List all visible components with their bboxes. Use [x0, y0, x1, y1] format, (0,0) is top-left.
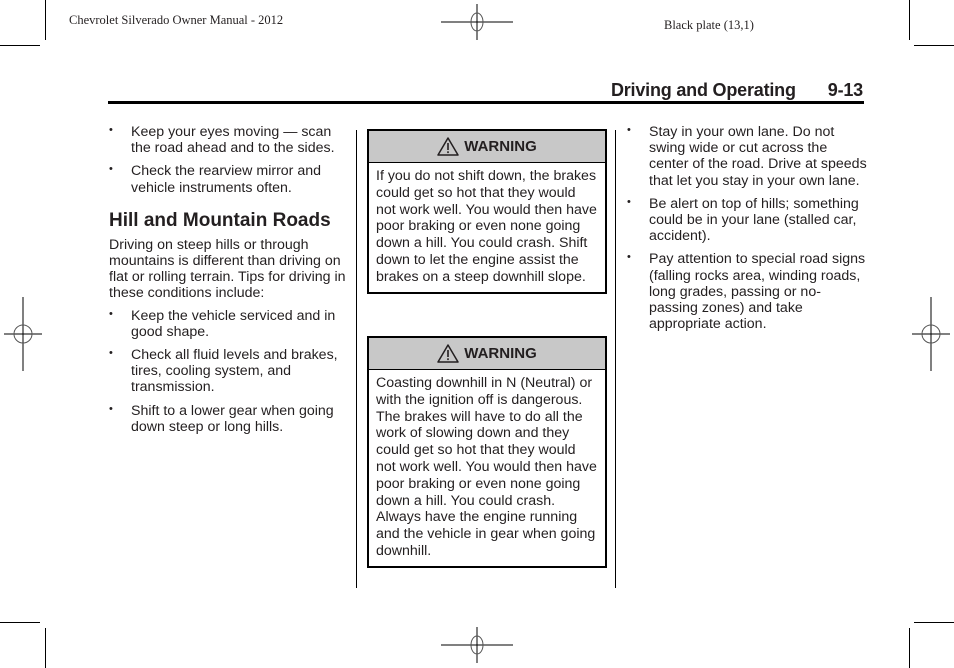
warning-header — [369, 131, 605, 163]
crop-mark — [45, 628, 46, 668]
registration-mark-left-icon — [4, 297, 42, 376]
list-item: • Shift to a lower gear when going down steep or long hills. — [109, 403, 349, 435]
column-divider — [615, 130, 616, 588]
header-rule — [108, 101, 864, 104]
warning-title: WARNING — [464, 138, 537, 155]
intro-bullet-list — [109, 124, 349, 196]
column-divider — [356, 130, 357, 588]
plate-header-title: Chevrolet Silverado Owner Manual - 2012 — [69, 13, 284, 27]
warning-box — [367, 336, 607, 568]
list-item: • Be alert on top of hills; something could be in your lane (stalled car, accident). — [627, 196, 867, 245]
section-paragraph: Driving on steep hills or through mountains is different than driving on flat or rolling terrain. Tips for driving in these conditions include: — [109, 236, 346, 302]
crop-mark — [0, 622, 40, 623]
warning-header — [369, 338, 605, 370]
list-item: • Stay in your own lane. Do not swing wide or cut across the center of the road. Drive at speeds that let you stay in your own lane. — [627, 124, 867, 189]
list-item: • Keep your eyes moving — scan the road ahead and to the sides. — [109, 124, 349, 156]
column-left — [109, 124, 349, 442]
crop-mark — [914, 622, 954, 623]
crop-mark — [914, 45, 954, 46]
warning-triangle-icon — [437, 137, 459, 156]
crop-mark — [45, 0, 46, 40]
list-item: • Check all fluid levels and brakes, tires, cooling system, and transmission. — [109, 347, 349, 396]
crop-mark — [0, 45, 40, 46]
section-heading: Hill and Mountain Roads — [109, 209, 331, 231]
crop-mark — [909, 0, 910, 40]
section-name: Driving and Operating — [610, 80, 796, 100]
page-number: 9-13 — [827, 80, 863, 100]
warning-text: Coasting downhill in N (Neutral) or with the ignition off is dangerous. The brakes will have to do all the work of slowing down and they could get so hot that they would not work well. You would then have poor braking or even none going down a hill. You could crash. Always have the engine running and the vehicle in gear when going downhill. — [376, 375, 597, 559]
running-head — [611, 80, 863, 101]
warning-triangle-icon — [437, 344, 459, 363]
registration-mark-top-icon — [441, 4, 513, 45]
road-tips-bullet-list — [627, 124, 867, 332]
warning-title: WARNING — [464, 345, 537, 362]
list-item: • Check the rearview mirror and vehicle instruments often. — [109, 163, 349, 195]
column-right — [627, 124, 867, 339]
list-item: • Pay attention to special road signs (falling rocks area, winding roads, long grades, passing or no-passing zones) and take appropriate action. — [627, 251, 867, 332]
list-item: • Keep the vehicle serviced and in good shape. — [109, 308, 349, 340]
crop-mark — [909, 628, 910, 668]
registration-mark-right-icon — [912, 297, 950, 376]
plate-header-plate: Black plate (13,1) — [664, 18, 754, 32]
warning-box — [367, 129, 607, 294]
registration-mark-bottom-icon — [441, 627, 513, 668]
warning-text: If you do not shift down, the brakes could get so hot that they would not work well. You would then have poor braking or even none going down a hill. You could crash. Shift down to let the engine assist the brakes on a steep downhill slope. — [376, 168, 597, 285]
tips-bullet-list — [109, 308, 349, 435]
